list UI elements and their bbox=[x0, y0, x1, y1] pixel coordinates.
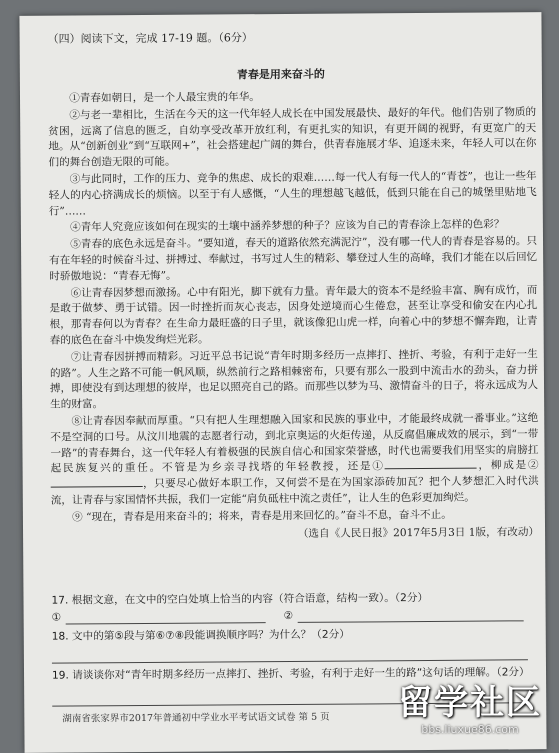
paragraph-4: ④青年人究竟应该如何在现实的土壤中涵养梦想的种子？应该为自己的青春涂上怎样的色彩？ bbox=[49, 218, 537, 237]
question-18: 18. 文中的第⑤段与第⑥⑦⑧段能调换顺序吗？为什么？（2分） bbox=[52, 626, 540, 645]
watermark-url: bbs.liuxue86.com bbox=[385, 723, 555, 736]
paragraph-2: ②与老一辈相比，生活在今天的这一代年轻人成长在中国发展最快、最好的年代。他们告别了物质的贫困，远离了信息的匮乏，自幼享受改革开放红利，有更扎实的知识，有更开阔的视野，有更宽广的天地。从“创新创业”到“互联网+”，社会搭建起广阔的舞台，供青春施展才华、追逐未来，年轻人可以在你们的舞台创造无限的可能。 bbox=[48, 105, 536, 172]
source-note: （选自《人民日报》2017年5月3日 1版，有改动） bbox=[51, 525, 539, 544]
paragraph-1: ①青春如朝日，是一个人最宝贵的年华。 bbox=[48, 88, 536, 107]
question-17: 17. 根据文意，在文中的空白处填上恰当的内容（符合语意，结构一致）。（2分） bbox=[51, 590, 539, 609]
paragraph-3: ③与此同时，工作的压力、竞争的焦虑、成长的艰难……每一代人有每一代人的“青苍”，也让一些年轻人的内心挤满成长的烦恼。以至于有人感慨，“人生的理想越飞越低，低到只能在自己的城堡里贴地飞行”…… bbox=[49, 169, 537, 220]
paragraph-8-part-2: ，柳成是② bbox=[477, 460, 539, 472]
article-title: 青春是用来奋斗的 bbox=[20, 65, 542, 84]
paragraph-6: ⑥让青春因梦想而激扬。心中有阳光，脚下就有力量。青年最大的资本不是经验丰富、胸有成竹，而是敢于做梦、勇于试错。因一时挫折而灰心丧志，因身处逆境而心生倦怠，甚至让享受和偷安在内心扎根，那青春何以为青春？在生命力最旺盛的日子里，就该像犯山虎一样，向着心中的梦想不懈奔跑，让青春的底色在奋斗中焕发绚烂光彩。 bbox=[49, 283, 537, 350]
fill-blank-2[interactable] bbox=[51, 477, 143, 488]
watermark-logo bbox=[385, 683, 555, 745]
page-footer: 湖南省张家界市2017年普通初中学业水平考试语文试卷 第 5 页 bbox=[62, 710, 329, 728]
answer-label-1: ① bbox=[52, 612, 62, 624]
paragraph-7: ⑦让青春因拼搏而精彩。习近平总书记说“青年时期多经历一点摔打、挫折、考验，有利于走好一生的路”。人生之路不可能一帆风顺，纵然前行之路相棘密布，只要有那么一股到中流击水的劲头，奋力拼搏，即使没有到达理想的彼岸，也足以照亮自己的路。而那些以梦为马、激情奋斗的日子，将永远成为人生的财富。 bbox=[50, 347, 538, 414]
answer-label-2: ② bbox=[284, 610, 294, 622]
exam-page bbox=[19, 12, 546, 753]
fill-blank-1[interactable] bbox=[385, 459, 477, 470]
answer-line-18[interactable] bbox=[52, 659, 528, 663]
question-19: 19. 请谈谈你对“青年时期多经历一点摔打、挫折、考验，有利于走好一生的路”这句话的理解。（2分） bbox=[52, 665, 540, 684]
section-heading: （四）阅读下文，完成 17-19 题。（6分） bbox=[48, 30, 253, 47]
paragraph-8-part-1: ⑧让青春因奉献而厚重。“只有把人生理想融入国家和民族的事业中，才能最终成就一番事业。”这绝不是空洞的口号。从汶川地震的志愿者行动，到北京奥运的火炬传递，从反腐倡廉成效的展示，到“一带一路”的青春舞台，这一代年轻人有着极强的民族自信心和国家荣誉感，时代也需要我们用坚实的肩膀扛起民族复兴的重任。不管是为乡亲寻找塔的年轻教授，还是① bbox=[50, 412, 538, 475]
paragraph-5: ⑤青春的底色永远是奋斗。“要知道，春天的道路依然充满泥泞”，没有哪一代人的青春是容易的。只有在年轻的时候奋斗过、拼搏过、奉献过，书写过人生的精彩、攀登过人生的高峰，我们才能在以后回忆时骄傲地说：“青春无悔”。 bbox=[49, 234, 537, 285]
paragraph-8 bbox=[50, 411, 539, 509]
article-body bbox=[48, 88, 539, 544]
watermark-logo-text: 留学社区 bbox=[385, 683, 555, 723]
paragraph-9: ⑨ “现在，青春是用来奋斗的；将来，青春是用来回忆的。”奋斗不息，奋斗不止。 bbox=[51, 507, 539, 526]
paragraph-8-part-3: ，只要尽心做好本职工作，又何尝不是在为国家添砖加瓦？把个人梦想汇入时代洪流，让青春与家国情怀共振，我们一定能“肩负砥柱中流之责任”，让人生的色彩更加绚烂。 bbox=[51, 475, 539, 506]
